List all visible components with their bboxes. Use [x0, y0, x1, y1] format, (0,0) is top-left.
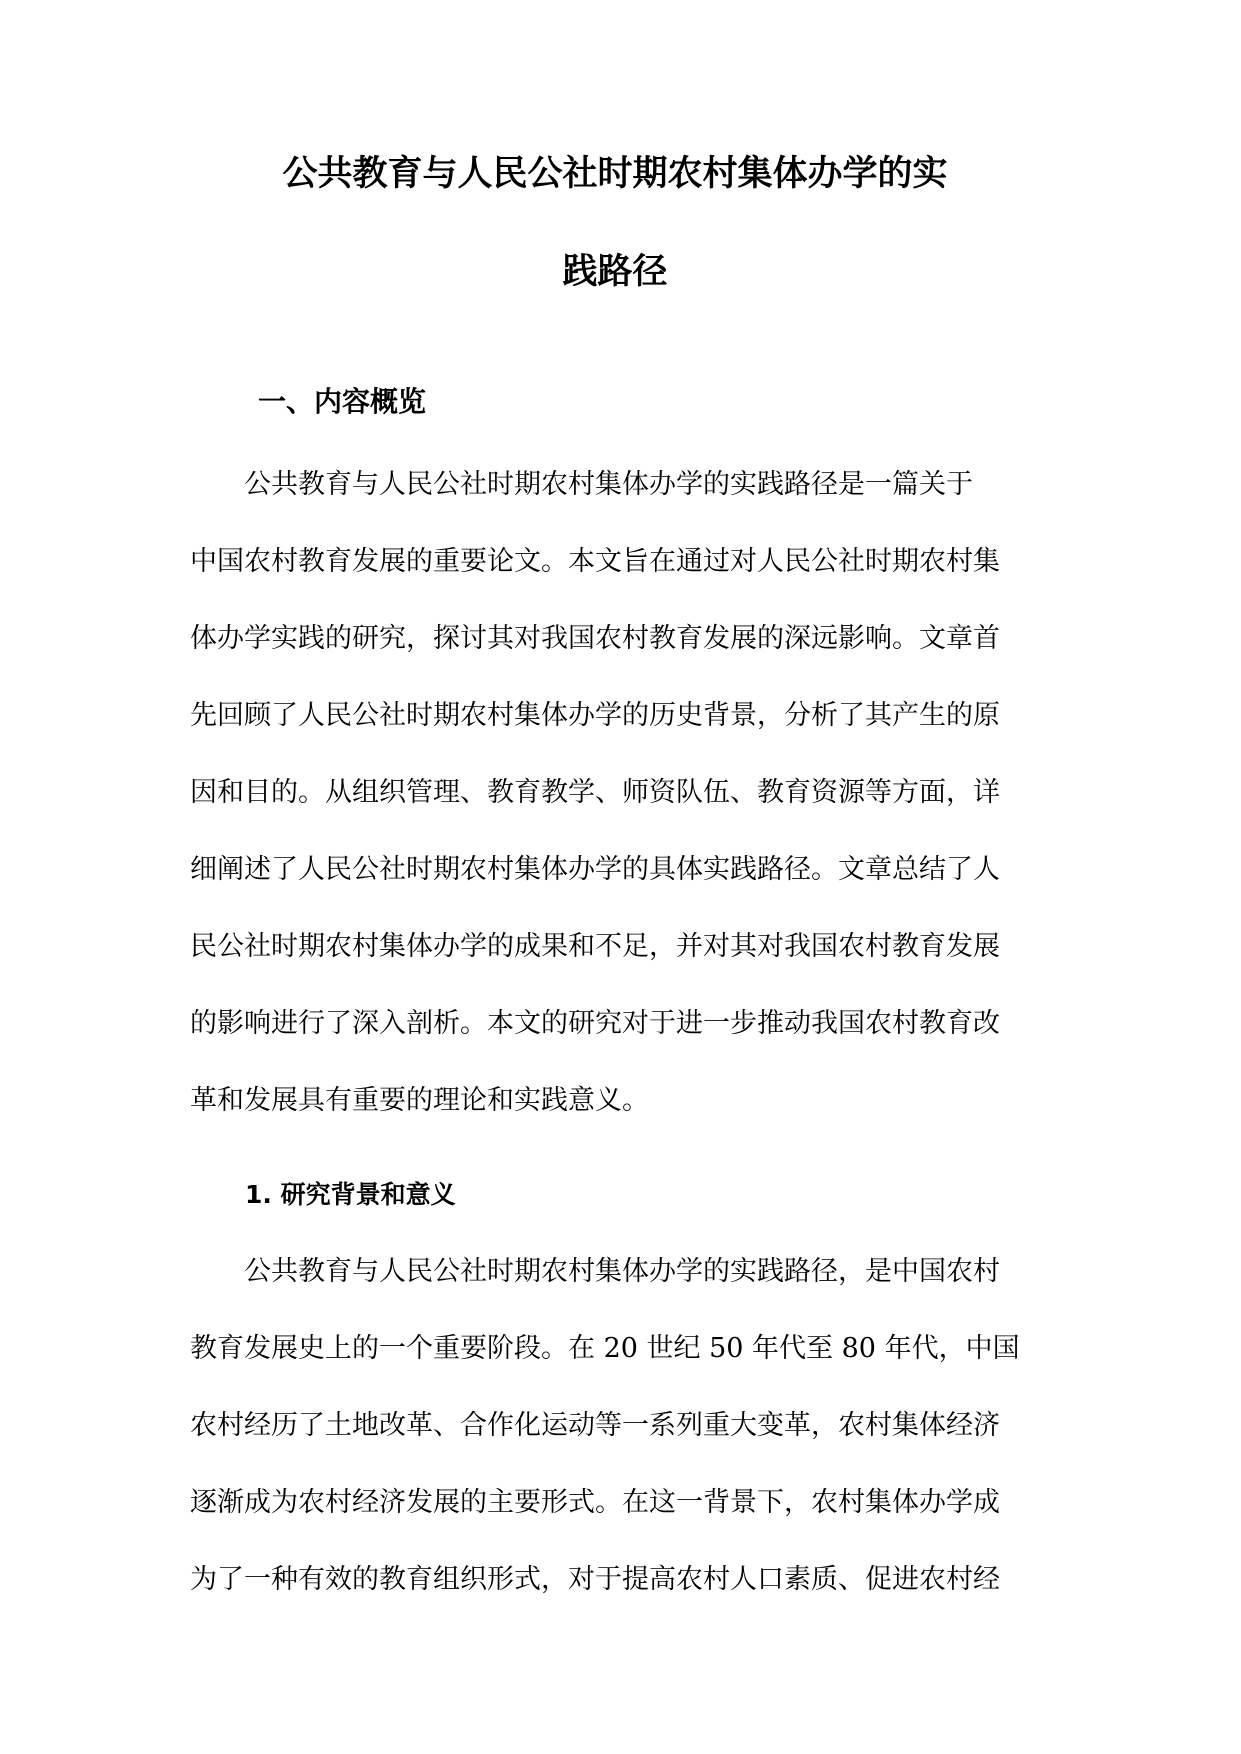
- paragraph-line: 中国农村教育发展的重要论文。本文旨在通过对人民公社时期农村集: [190, 546, 1000, 577]
- paragraph-line: 民公社时期农村集体办学的成果和不足，并对其对我国农村教育发展: [190, 931, 1000, 962]
- section-heading-overview: 一、内容概览: [258, 385, 427, 418]
- paragraph-line: 公共教育与人民公社时期农村集体办学的实践路径，是中国农村: [244, 1256, 1000, 1287]
- document-title-line-1: 公共教育与人民公社时期农村集体办学的实: [282, 154, 948, 194]
- paragraph-line: 因和目的。从组织管理、教育教学、师资队伍、教育资源等方面，详: [190, 777, 1000, 808]
- paragraph-line: 先回顾了人民公社时期农村集体办学的历史背景，分析了其产生的原: [190, 700, 1000, 731]
- paragraph-line: 体办学实践的研究，探讨其对我国农村教育发展的深远影响。文章首: [190, 623, 1000, 654]
- paragraph-line: 革和发展具有重要的理论和实践意义。: [190, 1085, 649, 1116]
- overview-paragraph: [190, 446, 1050, 1139]
- document-title-line-2: 践路径: [562, 252, 668, 292]
- section-heading-background: 1. 研究背景和意义: [245, 1180, 456, 1209]
- paragraph-line: 教育发展史上的一个重要阶段。在 20 世纪 50 年代至 80 年代，中国: [190, 1333, 1020, 1364]
- paragraph-line: 细阐述了人民公社时期农村集体办学的具体实践路径。文章总结了人: [190, 854, 1000, 885]
- paragraph-line: 逐渐成为农村经济发展的主要形式。在这一背景下，农村集体办学成: [190, 1487, 1000, 1518]
- paragraph-line: 农村经历了土地改革、合作化运动等一系列重大变革，农村集体经济: [190, 1410, 1000, 1441]
- paragraph-line: 的影响进行了深入剖析。本文的研究对于进一步推动我国农村教育改: [190, 1008, 1000, 1039]
- paragraph-line: 公共教育与人民公社时期农村集体办学的实践路径是一篇关于: [244, 469, 973, 500]
- paragraph-line: 为了一种有效的教育组织形式，对于提高农村人口素质、促进农村经: [190, 1564, 1000, 1595]
- background-paragraph: [190, 1233, 1050, 1618]
